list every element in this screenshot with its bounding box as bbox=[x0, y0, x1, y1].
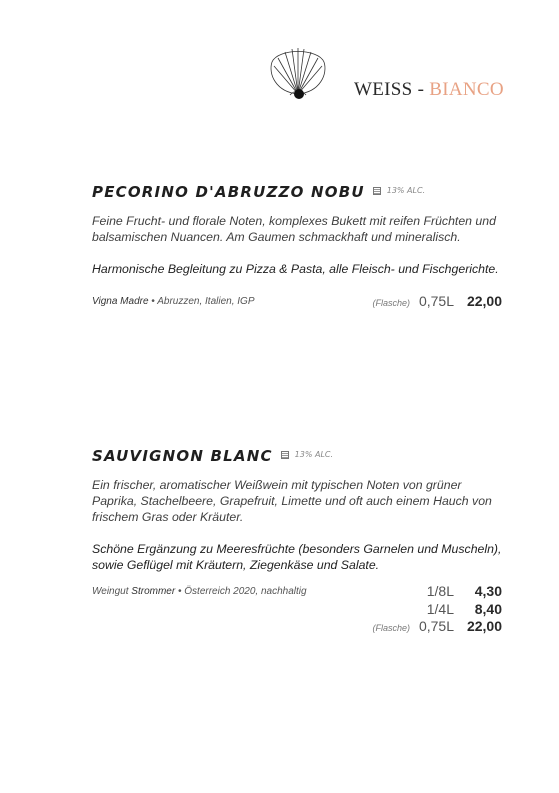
wine-description: Feine Frucht- und florale Noten, komplexes Bukett mit reifen Früchten und balsamischen Nuancen. Am Gaumen schmackhaft und mineralisch. bbox=[92, 214, 496, 244]
price-note: (Flasche) bbox=[372, 623, 410, 633]
price-volume: 0,75L bbox=[418, 293, 454, 309]
wine-info-row bbox=[92, 293, 502, 313]
producer-prefix: Weingut bbox=[92, 586, 132, 597]
badge-icon bbox=[373, 187, 381, 195]
price-value: 8,40 bbox=[474, 600, 502, 617]
section-title bbox=[354, 79, 504, 101]
wine-pairing: Harmonische Begleitung zu Pizza & Pasta, alle Fleisch- und Fischgerichte. bbox=[92, 262, 499, 276]
wine-name-text: PECORINO D'ABRUZZO NOBU bbox=[92, 183, 365, 201]
wine-name bbox=[92, 183, 502, 201]
price-line bbox=[372, 583, 502, 601]
producer-text bbox=[92, 586, 307, 597]
price-table bbox=[372, 583, 502, 636]
wine-entry-sauvignon bbox=[92, 447, 502, 639]
price-note: (Flasche) bbox=[372, 298, 410, 308]
price-value: 22,00 bbox=[466, 293, 502, 309]
price-line bbox=[372, 618, 502, 636]
badge-icon bbox=[281, 451, 289, 459]
wine-name bbox=[92, 447, 502, 465]
producer-origin: • Österreich 2020, nachhaltig bbox=[175, 586, 307, 597]
wine-entry-pecorino bbox=[92, 183, 502, 313]
alcohol-label: 13% ALC. bbox=[294, 450, 334, 459]
price-volume: 0,75L bbox=[418, 618, 454, 634]
title-it: BIANCO bbox=[429, 79, 504, 100]
wine-description: Ein frischer, aromatischer Weißwein mit typischen Noten von grüner Paprika, Stachelbeere, Grapefruit, Limette und oft auch einem Hauch von frischem Gras oder Kräuter. bbox=[92, 478, 492, 524]
price-volume: 1/4L bbox=[426, 600, 454, 617]
producer-name: Strommer bbox=[131, 586, 176, 597]
wine-name-text: SAUVIGNON BLANC bbox=[92, 447, 273, 465]
title-de: WEISS bbox=[354, 79, 413, 100]
price-table bbox=[372, 293, 502, 311]
scallop-shell-icon bbox=[266, 44, 330, 102]
wine-info-row bbox=[92, 583, 502, 639]
producer-origin: • Abruzzen, Italien, IGP bbox=[148, 296, 255, 307]
wine-pairing: Schöne Ergänzung zu Meeresfrüchte (besonders Garnelen und Muscheln), sowie Geflügel mit Kräutern, Ziegenkäse und Salate. bbox=[92, 542, 502, 572]
price-volume: 1/8L bbox=[426, 583, 454, 599]
price-value: 4,30 bbox=[474, 583, 502, 599]
price-line bbox=[372, 293, 502, 311]
alcohol-label: 13% ALC. bbox=[386, 186, 426, 195]
price-value: 22,00 bbox=[466, 618, 502, 634]
producer-name: Vigna Madre bbox=[92, 296, 149, 307]
producer-text bbox=[92, 296, 255, 307]
title-dash: - bbox=[417, 79, 425, 100]
price-line bbox=[372, 601, 502, 619]
